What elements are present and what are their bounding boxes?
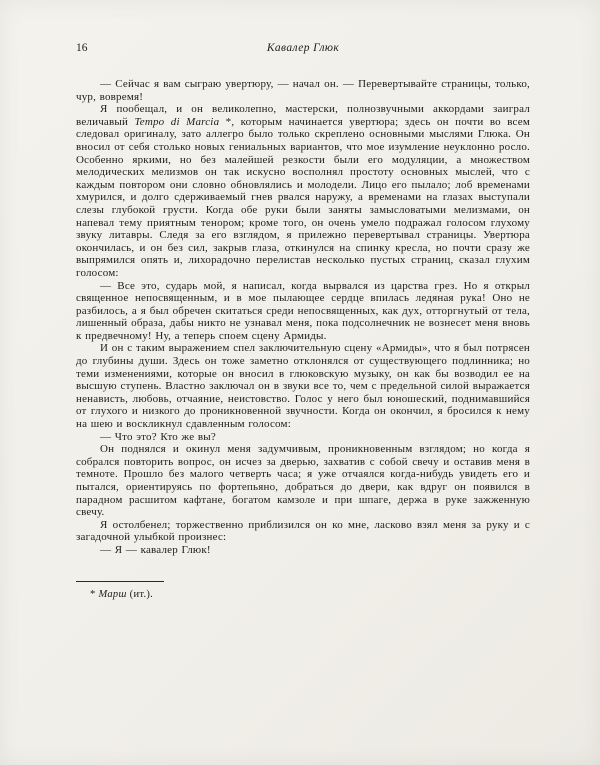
text-segment: *, которым начинается увертюра; здесь он почти во всем следовал оригиналу, зато аллегро было только скреплено основными мыслями Глюка. Он вносил от себя столько новых гениальных вариантов, что мое изумление неуклонно росло. Особенно яркими, но без малейшей резкости были его модуляции, а множеством мелодических мелизмов он так искусно восполнял простоту основных мыслей, что с каждым повтором они словно обновлялись и молодели. Лицо его пылало; лоб временами хмурился, и долго сдерживаемый гнев рвался наружу, а временами на глазах выступали слезы глубокой грусти. Когда обе руки были заняты замысловатыми мелизмами, он напевал тему приятным тенором; кроме того, он очень умело подражал голосом глухому звуку литавры. Следя за его взглядом, я прилежно перевертывал страницы. Увертюра окончилась, и он без сил, закрыв глаза, откинулся на спинку кресла, но почти сразу же выпрямился опять и, лихорадочно перелистав несколько пустых страниц, сказал глухим голосом: [76, 115, 530, 279]
text-segment: — Что это? Кто же вы? [100, 430, 216, 443]
paragraph [76, 544, 530, 557]
running-title: Кавалер Глюк [266, 42, 340, 54]
paragraph [76, 78, 530, 103]
page-body [76, 78, 530, 557]
footnote-area [76, 581, 530, 601]
page-number: 16 [76, 42, 88, 54]
footnote-rule [76, 581, 164, 582]
text-segment: * [90, 588, 99, 600]
text-segment: (ит.). [126, 588, 154, 600]
paragraph [76, 431, 530, 444]
footnote [76, 589, 530, 601]
text-segment: Марш [98, 588, 127, 600]
paragraph [76, 443, 530, 519]
paragraph [76, 103, 530, 279]
paragraph [76, 342, 530, 430]
paragraph [76, 519, 530, 544]
text-segment: — Все это, сударь мой, я написал, когда вырвался из царства грез. Но я открыл священное непосвященным, и в мое пылающее сердце впилась ледяная рука! Оно не разбилось, а я был обречен скитаться среди непосвященных, как дух, отторгнутый от тела, лишенный образа, дабы никто не узнавал меня, пока подсолнечник не вознесет меня вновь к предвечному! Ну, а теперь споем сцену Армиды. [76, 279, 530, 342]
text-segment: Я остолбенел; торжественно приблизился он ко мне, ласково взял меня за руку и с загадочной улыбкой произнес: [76, 518, 530, 544]
text-segment: И он с таким выражением спел заключительную сцену «Армиды», что я был потрясен до глубины души. Здесь он тоже заметно отклонялся от существующего подлинника; но теми изменениями, которые он вносил в глюковскую музыку, он как бы возводил ее на высшую ступень. Властно заключал он в звуки все то, чем с предельной силой выражается ненависть, любовь, отчаяние, неистовство. Голос у него был юношеский, поднимавшийся от глухого и низкого до проникновенной звучности. Когда он окончил, я бросился к нему на шею и воскликнул сдавленным голосом: [76, 342, 530, 431]
text-segment: — Сейчас я вам сыграю увертюру, — начал он. — Перевертывайте страницы, только, чур, вовремя! [76, 78, 530, 103]
paragraph [76, 280, 530, 343]
page-header [76, 42, 530, 58]
text-segment: — Я — кавалер Глюк! [100, 543, 211, 556]
text-segment: Он поднялся и окинул меня задумчивым, проникновенным взглядом; но когда я собрался повторить вопрос, он исчез за дверью, захватив с собой свечу и оставив меня в темноте. Прошло без малого четверть часа; я уже отчаялся когда-нибудь увидеть его и пытался, ориентируясь по фортепьяно, добраться до двери, как вдруг он появился в парадном расшитом кафтане, богатом камзоле и при шпаге, держа в руке зажженную свечу. [76, 443, 530, 519]
text-segment: Tempo di Marcia [134, 115, 220, 128]
text-segment: Я пообещал, и он великолепно, мастерски, полнозвучными аккордами заиграл величавый [76, 103, 530, 128]
